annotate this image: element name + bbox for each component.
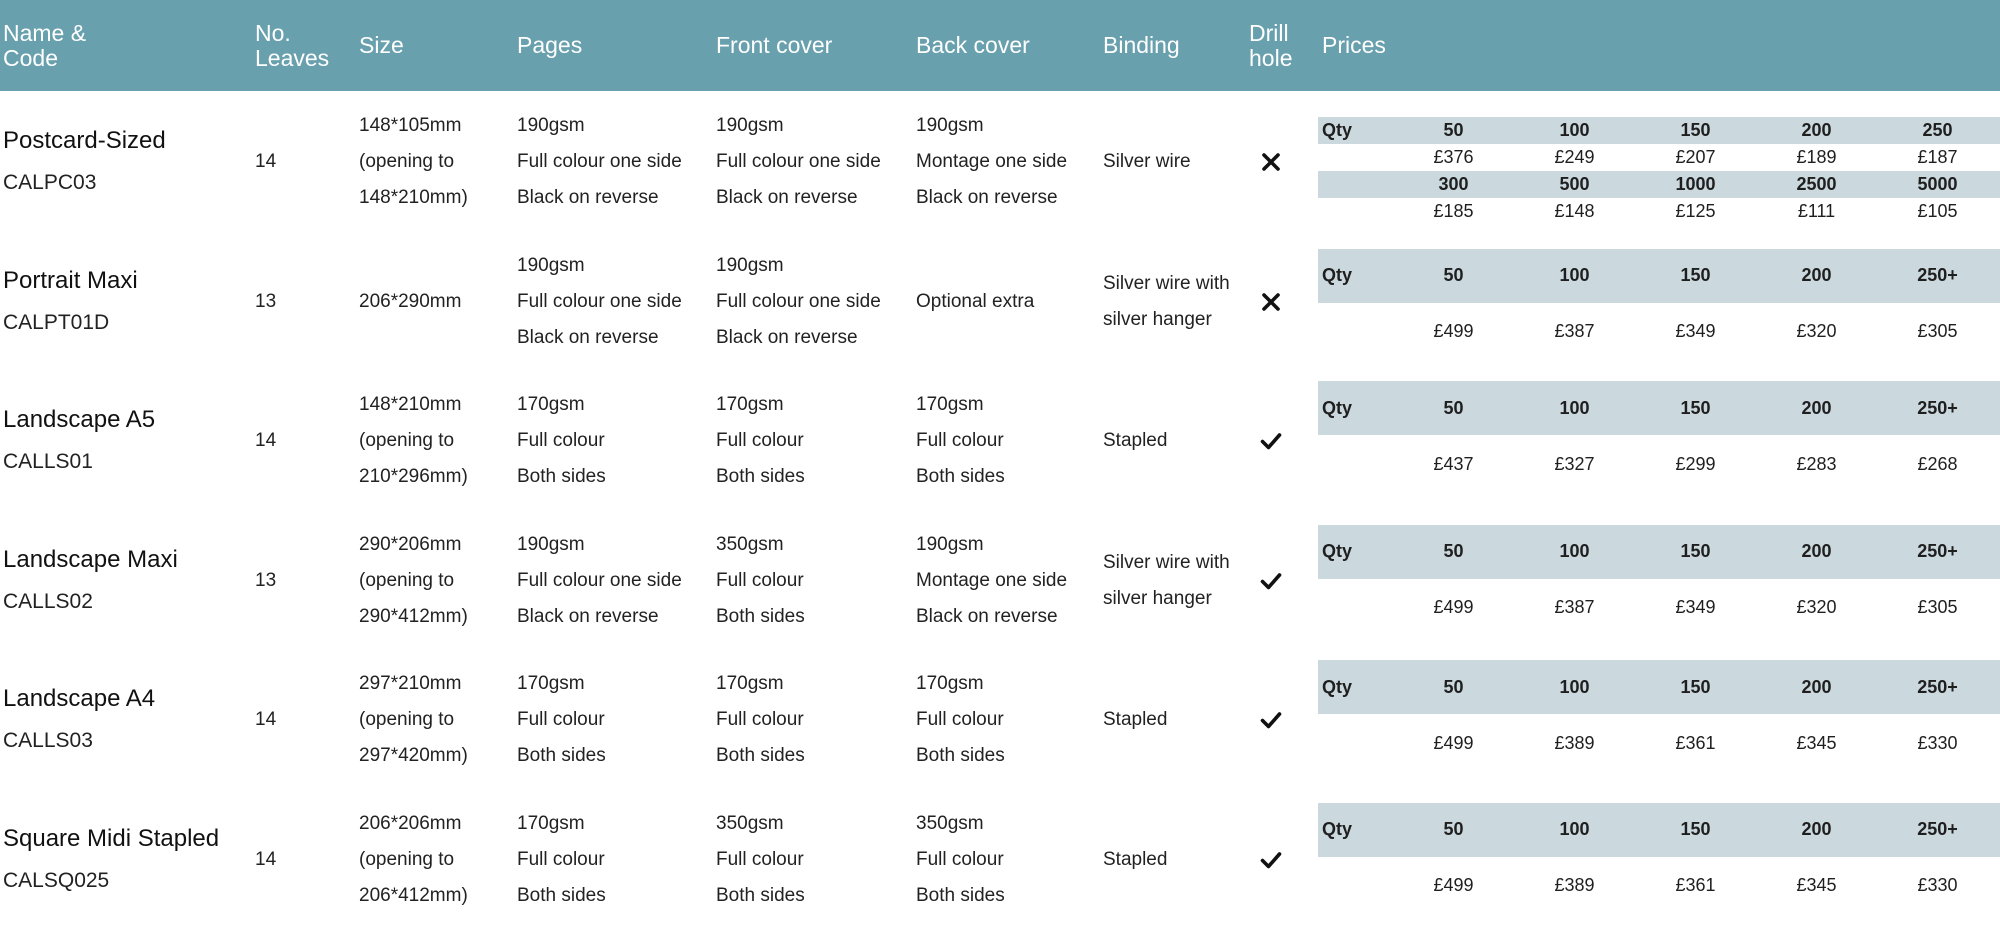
pages-line: Full colour — [517, 430, 605, 451]
header-drill-hole: Drill hole — [1249, 19, 1293, 71]
back-cover-cell — [916, 800, 1005, 920]
binding-cell — [1103, 242, 1230, 362]
header-name-code: Name & Code — [3, 19, 87, 71]
pages-line: 190gsm — [517, 254, 585, 276]
price-qty-row — [1318, 660, 2000, 714]
back-cover-line: Black on reverse — [916, 605, 1058, 627]
front-cover-line: Full colour — [716, 430, 804, 451]
price-cell: £349 — [1675, 597, 1716, 617]
price-grid — [1318, 660, 2000, 775]
pages-line: Full colour one side — [517, 569, 682, 591]
front-cover-line: Both sides — [716, 745, 805, 766]
price-qty-row — [1318, 381, 2000, 435]
qty-cell: 200 — [1801, 541, 1832, 561]
qty-cell: 150 — [1680, 397, 1711, 418]
price-cell: £361 — [1675, 875, 1716, 895]
price-cell: £207 — [1675, 147, 1716, 167]
price-cell: £189 — [1796, 147, 1837, 167]
qty-cell: 200 — [1801, 120, 1832, 140]
front-cover-cell — [716, 800, 805, 920]
pages-line: Both sides — [517, 884, 606, 906]
header-leaves: No. Leaves — [255, 19, 330, 71]
check-icon — [1251, 561, 1291, 601]
qty-label: Qty — [1322, 397, 1353, 418]
cross-icon — [1251, 282, 1291, 322]
back-cover-line: Montage one side — [916, 151, 1068, 172]
price-cell: £345 — [1796, 732, 1837, 753]
back-cover-line: 170gsm — [916, 673, 984, 694]
pages-line: Full colour — [517, 848, 605, 870]
product-row — [0, 521, 2000, 641]
size-line: (opening to — [359, 709, 455, 730]
price-cell: £187 — [1917, 147, 1958, 167]
price-grid — [1318, 381, 2000, 499]
qty-cell: 200 — [1801, 397, 1832, 418]
price-cell: £389 — [1554, 875, 1595, 895]
pages-line: 170gsm — [517, 812, 585, 834]
qty-cell: 2500 — [1796, 174, 1837, 194]
price-grid — [1318, 117, 2000, 225]
price-value-row — [1318, 144, 2000, 171]
size-line: (opening to — [359, 848, 455, 870]
pages-line: Black on reverse — [517, 605, 659, 627]
front-cover-line: Black on reverse — [716, 187, 858, 208]
front-cover-cell — [716, 521, 805, 641]
binding-cell — [1103, 102, 1191, 222]
binding-line: Silver wire — [1103, 151, 1191, 172]
front-cover-line: 190gsm — [716, 115, 784, 136]
back-cover-line: Optional extra — [916, 290, 1035, 312]
qty-cell: 50 — [1443, 120, 1464, 140]
price-cell: £361 — [1675, 732, 1716, 753]
product-row — [0, 242, 2000, 362]
pages-line: Both sides — [517, 745, 606, 766]
qty-cell: 50 — [1443, 676, 1464, 697]
pages-line: Full colour one side — [517, 290, 682, 312]
binding-line: silver hanger — [1103, 587, 1212, 609]
product-name: Landscape A4 — [3, 685, 156, 712]
qty-cell: 250+ — [1917, 819, 1958, 839]
qty-label: Qty — [1322, 120, 1353, 140]
pages-cell — [517, 381, 606, 501]
product-row — [0, 800, 2000, 920]
price-cell: £387 — [1554, 597, 1595, 617]
front-cover-line: Both sides — [716, 605, 805, 627]
qty-cell: 150 — [1680, 819, 1711, 839]
header-prices: Prices — [1322, 32, 1386, 58]
product-name: Postcard-Sized — [3, 127, 166, 154]
back-cover-cell — [916, 381, 1005, 501]
front-cover-line: Full colour — [716, 569, 804, 591]
price-cell: £349 — [1675, 321, 1716, 341]
pages-line: 170gsm — [517, 673, 585, 694]
price-cell: £376 — [1433, 147, 1474, 167]
price-cell: £105 — [1917, 201, 1958, 221]
front-cover-line: 170gsm — [716, 394, 784, 415]
size-line: 290*206mm — [359, 533, 462, 555]
back-cover-line: 350gsm — [916, 812, 984, 834]
size-cell — [359, 660, 468, 780]
price-value-row — [1318, 198, 2000, 225]
back-cover-line: 190gsm — [916, 533, 984, 555]
price-cell: £387 — [1554, 321, 1595, 341]
size-line: 206*290mm — [359, 290, 462, 312]
qty-cell: 250+ — [1917, 265, 1958, 285]
qty-cell: 150 — [1680, 541, 1711, 561]
binding-line: Silver wire with — [1103, 551, 1230, 573]
price-value-row — [1318, 861, 2000, 911]
pages-line: Black on reverse — [517, 187, 659, 208]
binding-line: Stapled — [1103, 848, 1168, 870]
pages-line: 190gsm — [517, 115, 585, 136]
leaves-value: 14 — [255, 709, 277, 730]
front-cover-line: 190gsm — [716, 254, 784, 276]
size-line: 148*105mm — [359, 115, 462, 136]
product-row — [0, 381, 2000, 501]
size-cell — [359, 381, 468, 501]
binding-line: silver hanger — [1103, 308, 1212, 330]
size-cell — [359, 800, 468, 920]
qty-cell: 100 — [1559, 819, 1590, 839]
size-line: 206*206mm — [359, 812, 462, 834]
qty-cell: 250+ — [1917, 676, 1958, 697]
check-icon — [1251, 840, 1291, 880]
back-cover-line: Both sides — [916, 745, 1005, 766]
product-row — [0, 102, 2000, 222]
qty-cell: 50 — [1443, 397, 1464, 418]
pages-cell — [517, 521, 682, 641]
price-grid — [1318, 249, 2000, 361]
header-size: Size — [359, 32, 404, 58]
product-name: Portrait Maxi — [3, 266, 138, 294]
size-line: (opening to — [359, 430, 455, 451]
front-cover-cell — [716, 381, 805, 501]
table-header — [0, 0, 2000, 91]
pages-cell — [517, 102, 682, 222]
price-cell: £299 — [1675, 453, 1716, 474]
size-cell — [359, 521, 468, 641]
qty-cell: 200 — [1801, 265, 1832, 285]
pages-line: Black on reverse — [517, 326, 659, 348]
binding-line: Stapled — [1103, 709, 1168, 730]
price-cell: £499 — [1433, 732, 1474, 753]
price-cell: £330 — [1917, 732, 1958, 753]
price-cell: £185 — [1433, 201, 1474, 221]
header-binding: Binding — [1103, 32, 1180, 58]
price-cell: £111 — [1797, 201, 1836, 221]
qty-cell: 250+ — [1917, 397, 1958, 418]
price-value-row — [1318, 439, 2000, 489]
front-cover-line: Full colour one side — [716, 290, 881, 312]
back-cover-line: Both sides — [916, 466, 1005, 487]
product-name: Square Midi Stapled — [3, 824, 220, 852]
product-code: CALLS03 — [3, 729, 93, 752]
back-cover-line: Full colour — [916, 709, 1004, 730]
product-code: CALLS01 — [3, 450, 93, 473]
size-line: (opening to — [359, 151, 455, 172]
leaves-value: 14 — [255, 430, 277, 451]
binding-cell — [1103, 800, 1167, 920]
leaves-value: 14 — [255, 151, 277, 172]
price-cell: £320 — [1796, 597, 1837, 617]
qty-cell: 300 — [1438, 174, 1469, 194]
name-code-cell — [3, 242, 138, 362]
front-cover-line: 350gsm — [716, 533, 784, 555]
price-grid — [1318, 803, 2000, 915]
price-cell: £125 — [1675, 201, 1716, 221]
size-line: 206*412mm) — [359, 884, 468, 906]
binding-cell — [1103, 381, 1167, 501]
price-qty-row — [1318, 525, 2000, 579]
price-cell: £389 — [1554, 732, 1595, 753]
qty-cell: 100 — [1559, 265, 1590, 285]
leaves-value: 13 — [255, 569, 277, 591]
front-cover-line: Both sides — [716, 466, 805, 487]
product-name: Landscape A5 — [3, 406, 156, 433]
qty-cell: 150 — [1680, 676, 1711, 697]
back-cover-cell — [916, 660, 1005, 780]
qty-label: Qty — [1322, 541, 1353, 561]
size-line: 297*210mm — [359, 673, 462, 694]
size-line: 148*210mm — [359, 394, 462, 415]
price-cell: £148 — [1554, 201, 1595, 221]
back-cover-line: Full colour — [916, 430, 1004, 451]
name-code-cell — [3, 102, 166, 222]
front-cover-line: Both sides — [716, 884, 805, 906]
qty-cell: 250 — [1922, 120, 1953, 140]
size-cell — [359, 242, 461, 362]
qty-cell: 100 — [1559, 120, 1590, 140]
price-cell: £345 — [1796, 875, 1837, 895]
qty-cell: 50 — [1443, 819, 1464, 839]
size-line: (opening to — [359, 569, 455, 591]
qty-cell: 1000 — [1675, 174, 1716, 194]
back-cover-line: Both sides — [916, 884, 1005, 906]
qty-cell: 50 — [1443, 265, 1464, 285]
size-line: 210*296mm) — [359, 466, 468, 487]
pages-line: 190gsm — [517, 533, 585, 555]
front-cover-cell — [716, 242, 881, 362]
back-cover-line: Black on reverse — [916, 187, 1058, 208]
pages-cell — [517, 660, 606, 780]
product-code: CALPT01D — [3, 310, 110, 334]
price-cell: £499 — [1433, 321, 1474, 341]
product-code: CALPC03 — [3, 171, 97, 194]
back-cover-line: Full colour — [916, 848, 1004, 870]
price-cell: £268 — [1917, 453, 1958, 474]
price-cell: £305 — [1917, 321, 1958, 341]
pages-cell — [517, 800, 606, 920]
name-code-cell — [3, 660, 155, 780]
binding-line: Silver wire with — [1103, 272, 1230, 294]
product-code: CALLS02 — [3, 589, 93, 613]
name-code-cell — [3, 521, 178, 641]
price-cell: £499 — [1433, 597, 1474, 617]
front-cover-line: Full colour — [716, 709, 804, 730]
front-cover-line: Black on reverse — [716, 326, 858, 348]
pages-cell — [517, 242, 682, 362]
qty-cell: 150 — [1680, 265, 1711, 285]
price-cell: £320 — [1796, 321, 1837, 341]
leaves-value: 14 — [255, 848, 277, 870]
price-qty-row — [1318, 171, 2000, 198]
qty-label: Qty — [1322, 265, 1353, 285]
qty-cell: 5000 — [1917, 174, 1958, 194]
price-qty-row — [1318, 249, 2000, 303]
size-line: 290*412mm) — [359, 605, 468, 627]
check-icon — [1251, 700, 1291, 740]
binding-cell — [1103, 521, 1230, 641]
qty-cell: 200 — [1801, 819, 1832, 839]
back-cover-line: 170gsm — [916, 394, 984, 415]
pages-line: Full colour one side — [517, 151, 682, 172]
price-value-row — [1318, 718, 2000, 768]
price-qty-row — [1318, 803, 2000, 857]
name-code-cell — [3, 381, 155, 501]
front-cover-line: Full colour one side — [716, 151, 881, 172]
price-grid — [1318, 525, 2000, 637]
front-cover-cell — [716, 102, 881, 222]
qty-label: Qty — [1322, 676, 1353, 697]
front-cover-line: 170gsm — [716, 673, 784, 694]
product-code: CALSQ025 — [3, 868, 110, 892]
price-cell: £327 — [1554, 453, 1595, 474]
qty-cell: 250+ — [1917, 541, 1958, 561]
qty-cell: 150 — [1680, 120, 1711, 140]
price-cell: £437 — [1433, 453, 1474, 474]
price-cell: £499 — [1433, 875, 1474, 895]
binding-cell — [1103, 660, 1167, 780]
qty-label: Qty — [1322, 819, 1353, 839]
back-cover-cell — [916, 102, 1067, 222]
cross-icon — [1251, 142, 1291, 182]
price-value-row — [1318, 583, 2000, 633]
check-icon — [1251, 421, 1291, 461]
pages-line: Both sides — [517, 466, 606, 487]
qty-cell: 500 — [1559, 174, 1590, 194]
binding-line: Stapled — [1103, 430, 1168, 451]
price-cell: £249 — [1554, 147, 1595, 167]
front-cover-cell — [716, 660, 805, 780]
back-cover-line: Montage one side — [916, 569, 1068, 591]
price-value-row — [1318, 307, 2000, 357]
qty-cell: 50 — [1443, 541, 1464, 561]
qty-cell: 100 — [1559, 676, 1590, 697]
back-cover-cell — [916, 521, 1067, 641]
size-line: 148*210mm) — [359, 187, 468, 208]
qty-cell: 100 — [1559, 541, 1590, 561]
front-cover-line: 350gsm — [716, 812, 784, 834]
size-cell — [359, 102, 468, 222]
price-cell: £305 — [1917, 597, 1958, 617]
price-qty-row — [1318, 117, 2000, 144]
back-cover-line: 190gsm — [916, 115, 984, 136]
price-cell: £283 — [1796, 453, 1837, 474]
leaves-value: 13 — [255, 290, 277, 312]
back-cover-cell — [916, 242, 1034, 362]
header-back-cover: Back cover — [916, 32, 1030, 58]
qty-cell: 100 — [1559, 397, 1590, 418]
price-cell: £330 — [1917, 875, 1958, 895]
pages-line: 170gsm — [517, 394, 585, 415]
name-code-cell — [3, 800, 219, 920]
header-front-cover: Front cover — [716, 32, 833, 58]
product-name: Landscape Maxi — [3, 545, 178, 573]
size-line: 297*420mm) — [359, 745, 468, 766]
header-pages: Pages — [517, 32, 583, 58]
front-cover-line: Full colour — [716, 848, 804, 870]
pages-line: Full colour — [517, 709, 605, 730]
qty-cell: 200 — [1801, 676, 1832, 697]
product-row — [0, 660, 2000, 780]
